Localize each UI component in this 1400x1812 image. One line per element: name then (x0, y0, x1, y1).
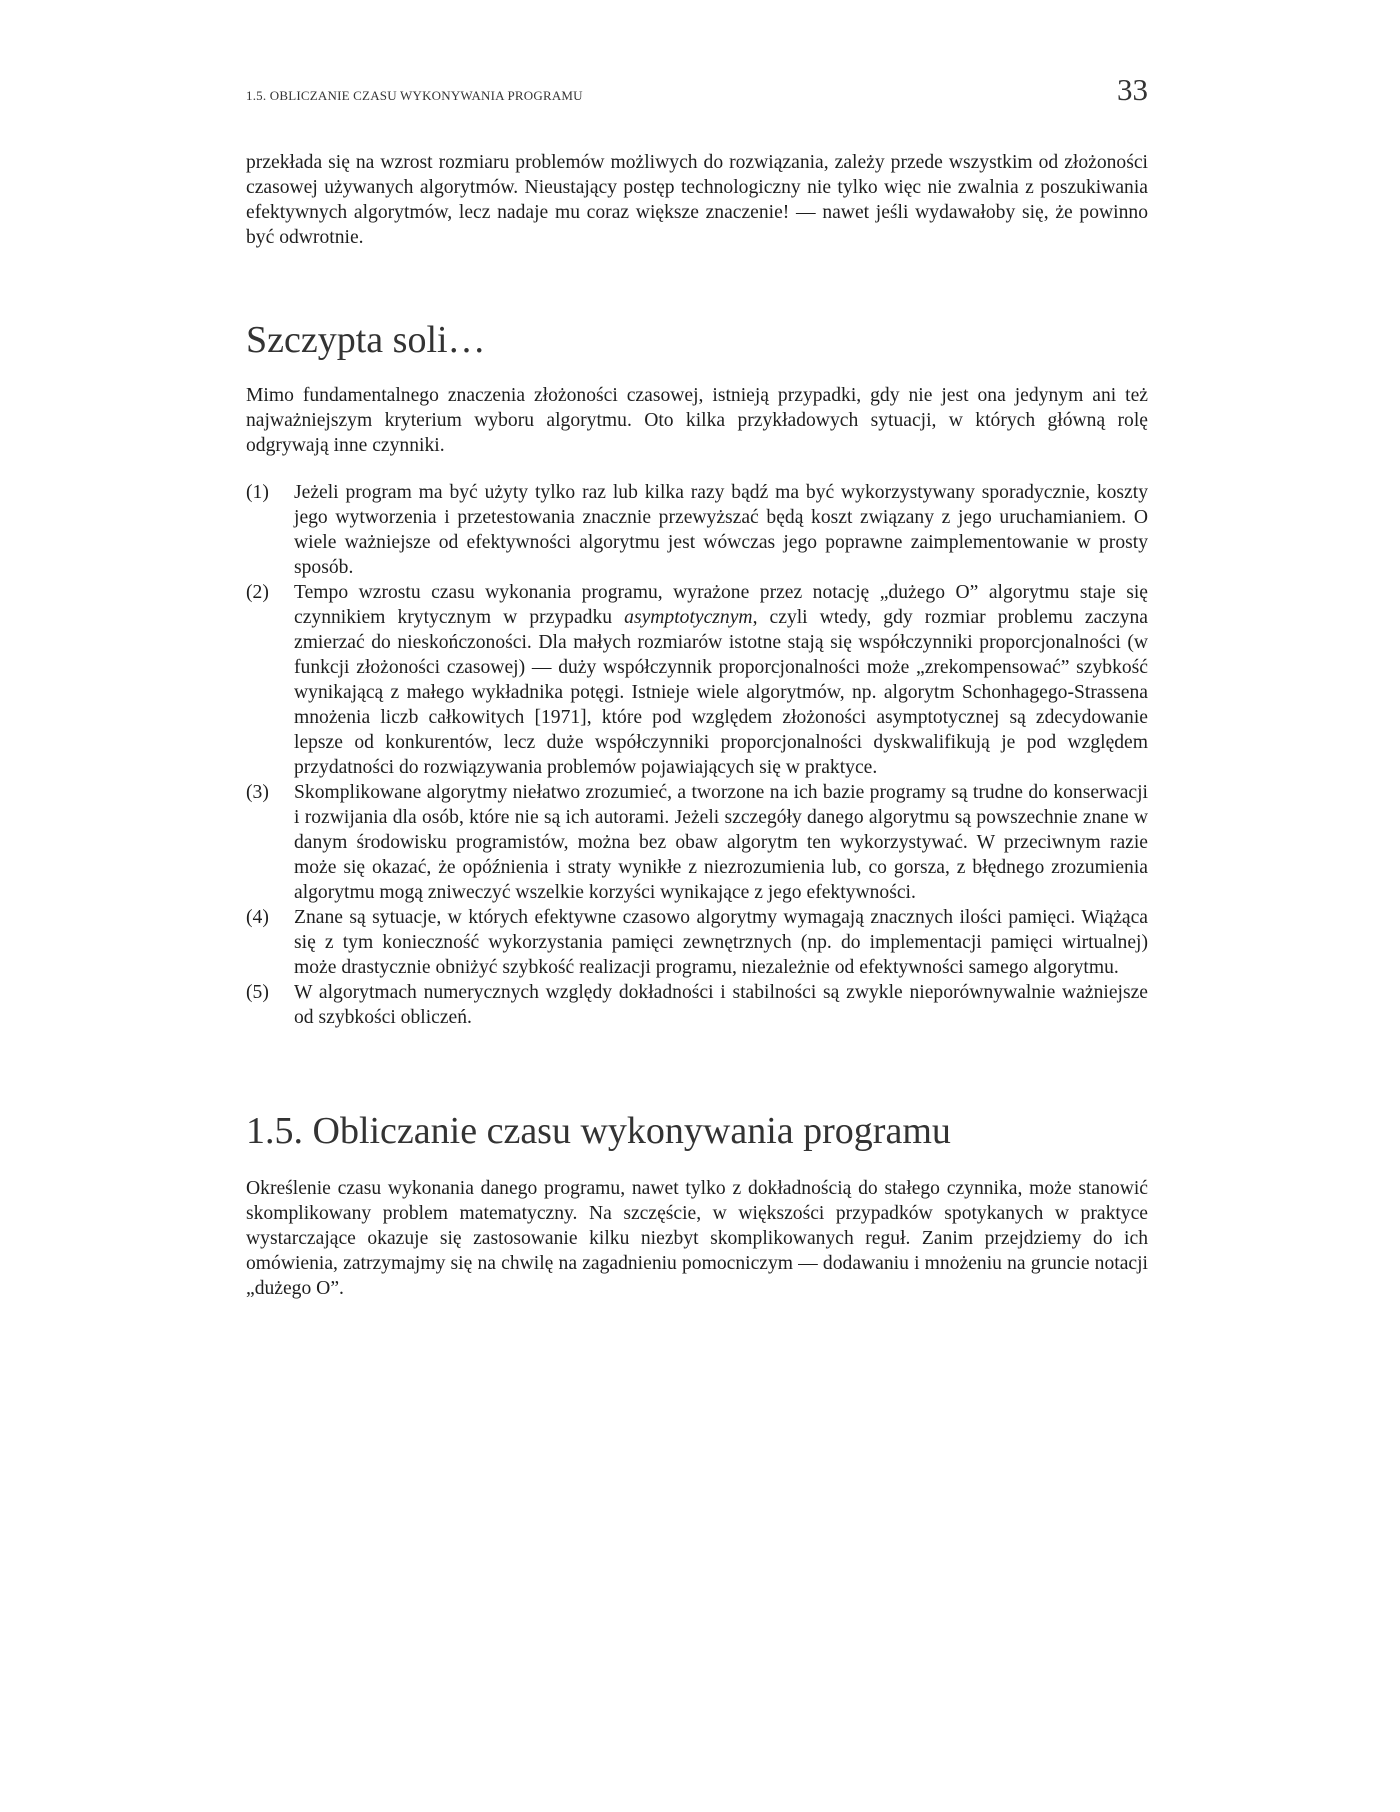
considerations-list (246, 480, 1148, 1030)
list-item-number: (3) (246, 782, 269, 803)
chapter-paragraph: Określenie czasu wykonania danego programu, nawet tylko z dokładnością do stałego czynnika, może stanowić skomplikowany problem matematyczny. Na szczęście, w większości przypadków spotykanych w praktyce wystarczające okazuje się zastosowanie kilku niezbyt skomplikowanych reguł. Zanim przejdziemy do ich omówienia, zatrzymajmy się na chwilę na zagadnieniu pomocniczym — dodawaniu i mnożeniu na gruncie notacji „dużego O”. (246, 1178, 1148, 1299)
list-item-italic-term: asymptotycznym (624, 607, 753, 628)
list-item (246, 480, 1148, 580)
list-item (246, 980, 1148, 1030)
book-page (246, 72, 1148, 1301)
list-item-text: W algorytmach numerycznych względy dokładności i stabilności są zwykle nieporównywalnie ważniejsze od szybkości obliczeń. (294, 982, 1148, 1028)
salt-paragraph: Mimo fundamentalnego znaczenia złożoności czasowej, istnieją przypadki, gdy nie jest ona jedynym ani też najważniejszym kryterium wyboru algorytmu. Oto kilka przykładowych sytuacji, w których główną rolę odgrywają inne czynniki. (246, 385, 1148, 456)
list-item (246, 780, 1148, 905)
list-item-text-after: , czyli wtedy, gdy rozmiar problemu zaczyna zmierzać do nieskończoności. Dla małych rozmiarów istotne stają się współczynniki proporcjonalności (w funkcji złożoności czasowej) — duży współczynnik proporcjonalności może „zrekompensować” szybkość wynikającą z małego wykładnika potęgi. Istnieje wiele algorytmów, np. algorytm Schonhagego-Strassena mnożenia liczb całkowitych [1971], które pod względem złożoności asymptotycznej są zdecydowanie lepsze od konkurentów, lecz duże współczynniki proporcjonalności dyskwalifikują je pod względem przydatności do rozwiązywania problemów pojawiających się w praktyce. (294, 607, 1148, 778)
list-item-text: Jeżeli program ma być użyty tylko raz lub kilka razy bądź ma być wykorzystywany sporadycznie, koszty jego wytworzenia i przetestowania znacznie przewyższać będą koszt związany z jego uruchamianiem. O wiele ważniejsze od efektywności algorytmu jest wówczas jego poprawne zaimplementowanie w prosty sposób. (294, 482, 1148, 578)
page-number: 33 (1117, 72, 1148, 107)
list-item (246, 580, 1148, 780)
running-header-title: 1.5. OBLICZANIE CZASU WYKONYWANIA PROGRAMU (246, 88, 583, 103)
list-item-text: Znane są sytuacje, w których efektywne czasowo algorytmy wymagają znacznych ilości pamięci. Wiążąca się z tym konieczność wykorzystania pamięci zewnętrznych (np. do implementacji pamięci wirtualnej) może drastycznie obniżyć szybkość realizacji programu, niezależnie od efektywności samego algorytmu. (294, 907, 1148, 978)
running-header (246, 72, 1148, 112)
list-item-number: (2) (246, 582, 269, 603)
list-item-number: (5) (246, 982, 269, 1003)
intro-paragraph: przekłada się na wzrost rozmiaru problemów możliwych do rozwiązania, zależy przede wszystkim od złożoności czasowej używanych algorytmów. Nieustający postęp technologiczny nie tylko więc nie zwalnia z poszukiwania efektywnych algorytmów, lecz nadaje mu coraz większe znaczenie! — nawet jeśli wydawałoby się, że powinno być odwrotnie. (246, 152, 1148, 248)
section-heading-chapter: 1.5. Obliczanie czasu wykonywania programu (246, 1110, 951, 1152)
list-item-number: (4) (246, 907, 269, 928)
list-item-text: Skomplikowane algorytmy niełatwo zrozumieć, a tworzone na ich bazie programy są trudne do konserwacji i rozwijania dla osób, które nie są ich autorami. Jeżeli szczegóły danego algorytmu są powszechnie znane w danym środowisku programistów, można bez obaw algorytm ten wykorzystywać. W przeciwnym razie może się okazać, że opóźnienia i straty wynikłe z niezrozumienia lub, co gorsza, z błędnego zrozumienia algorytmu mogą zniweczyć wszelkie korzyści wynikające z jego efektywności. (294, 782, 1148, 903)
list-item (246, 905, 1148, 980)
section-heading-salt: Szczypta soli… (246, 319, 486, 361)
list-item-number: (1) (246, 482, 269, 503)
list-item-text-before: Tempo wzrostu czasu wykonania programu, wyrażone przez notację „dużego O” algorytmu staje się czynnikiem krytycznym w przypadku (294, 582, 1148, 628)
